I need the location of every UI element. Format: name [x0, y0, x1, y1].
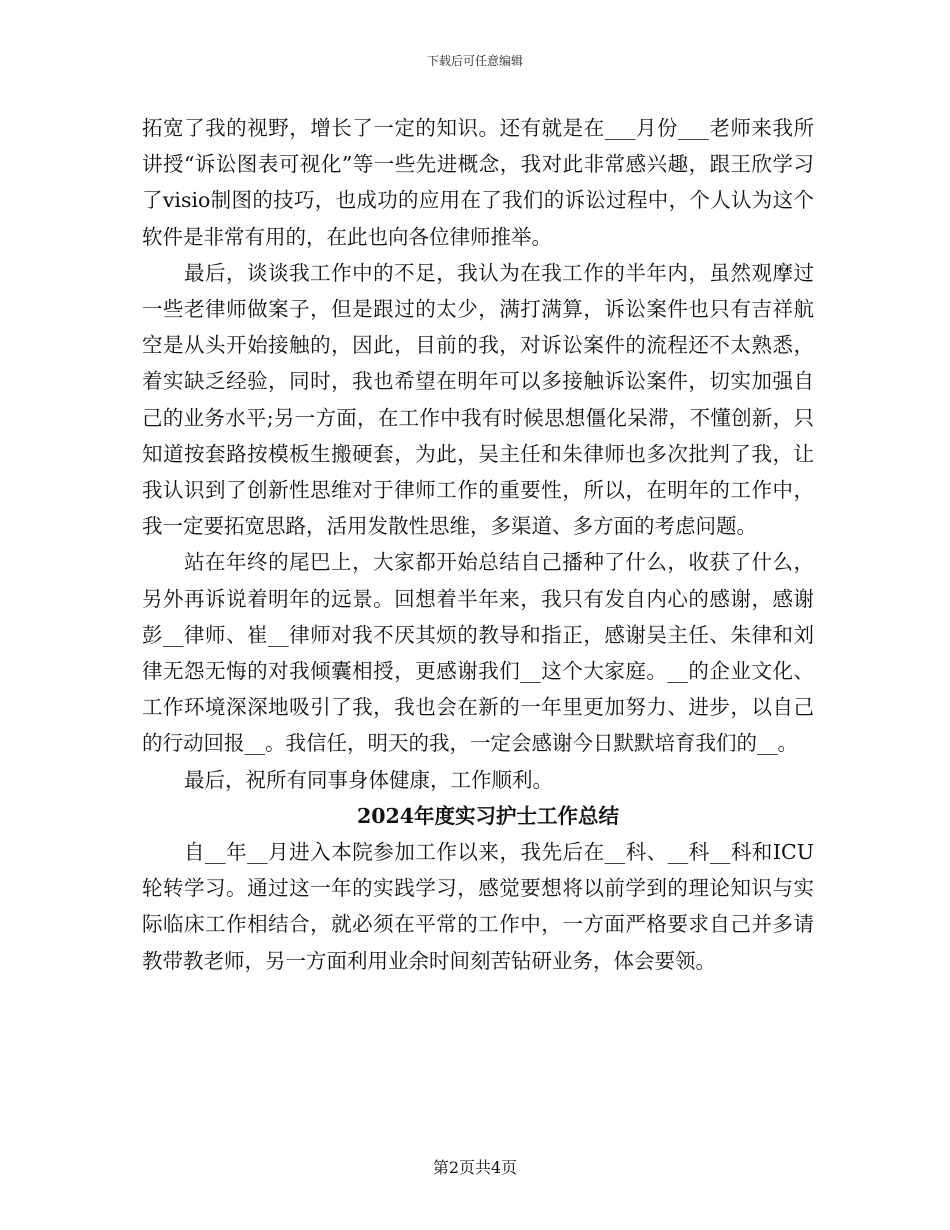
paragraph-gratitude: 站在年终的尾巴上，大家都开始总结自己播种了什么，收获了什么，另外再诉说着明年的远景。回想着半年来，我只有发自内心的感谢，感谢彭__律师、崔__律师对我不厌其烦的教导和指正，感谢吴主任、朱律和刘律无怨无悔的对我倾囊相授，更感谢我们__这个大家庭。__的企业文化、工作环境深深地吸引了我，我也会在新的一年里更加努力、进步，以自己的行动回报__。我信任，明天的我，一定会感谢今日默默培育我们的__。 [142, 550, 814, 756]
paragraph-nurse-intro: 自__年__月进入本院参加工作以来，我先后在__科、__科__科和ICU轮转学习。通过这一年的实践学习，感觉要想将以前学到的理论知识与实际临床工作相结合，就必须在平常的工作中，一方面严格要求自己并多请教带教老师，另一方面利用业余时间刻苦钻研业务，体会要领。 [142, 840, 814, 973]
section-title: 2024年度实习护士工作总结 [356, 803, 620, 828]
paragraph-shortcomings: 最后，谈谈我工作中的不足，我认为在我工作的半年内，虽然观摩过一些老律师做案子，但是跟过的太少，满打满算，诉讼案件也只有吉祥航空是从头开始接触的，因此，目前的我，对诉讼案件的流程还不太熟悉，着实缺乏经验，同时，我也希望在明年可以多接触诉讼案件，切实加强自己的业务水平;另一方面，在工作中我有时候思想僵化呆滞，不懂创新，只知道按套路按模板生搬硬套，为此，吴主任和朱律师也多次批判了我，让我认识到了创新性思维对于律师工作的重要性，所以，在明年的工作中，我一定要拓宽思路，活用发散性思维，多渠道、多方面的考虑问题。 [142, 260, 814, 539]
page-header: 下载后可任意编辑 [426, 54, 523, 68]
paragraph-continuation: 拓宽了我的视野，增长了一定的知识。还有就是在___月份___老师来我所讲授“诉讼图表可视化”等一些先进概念，我对此非常感兴趣，跟王欣学习了visio制图的技巧，也成功的应用在了我们的诉讼过程中，个人认为这个软件是非常有用的，在此也向各位律师推举。 [142, 116, 814, 249]
document-body [142, 110, 814, 979]
paragraph-closing: 最后，祝所有同事身体健康，工作顺利。 [184, 767, 553, 792]
page-number: 第2页共4页 [432, 1158, 518, 1177]
